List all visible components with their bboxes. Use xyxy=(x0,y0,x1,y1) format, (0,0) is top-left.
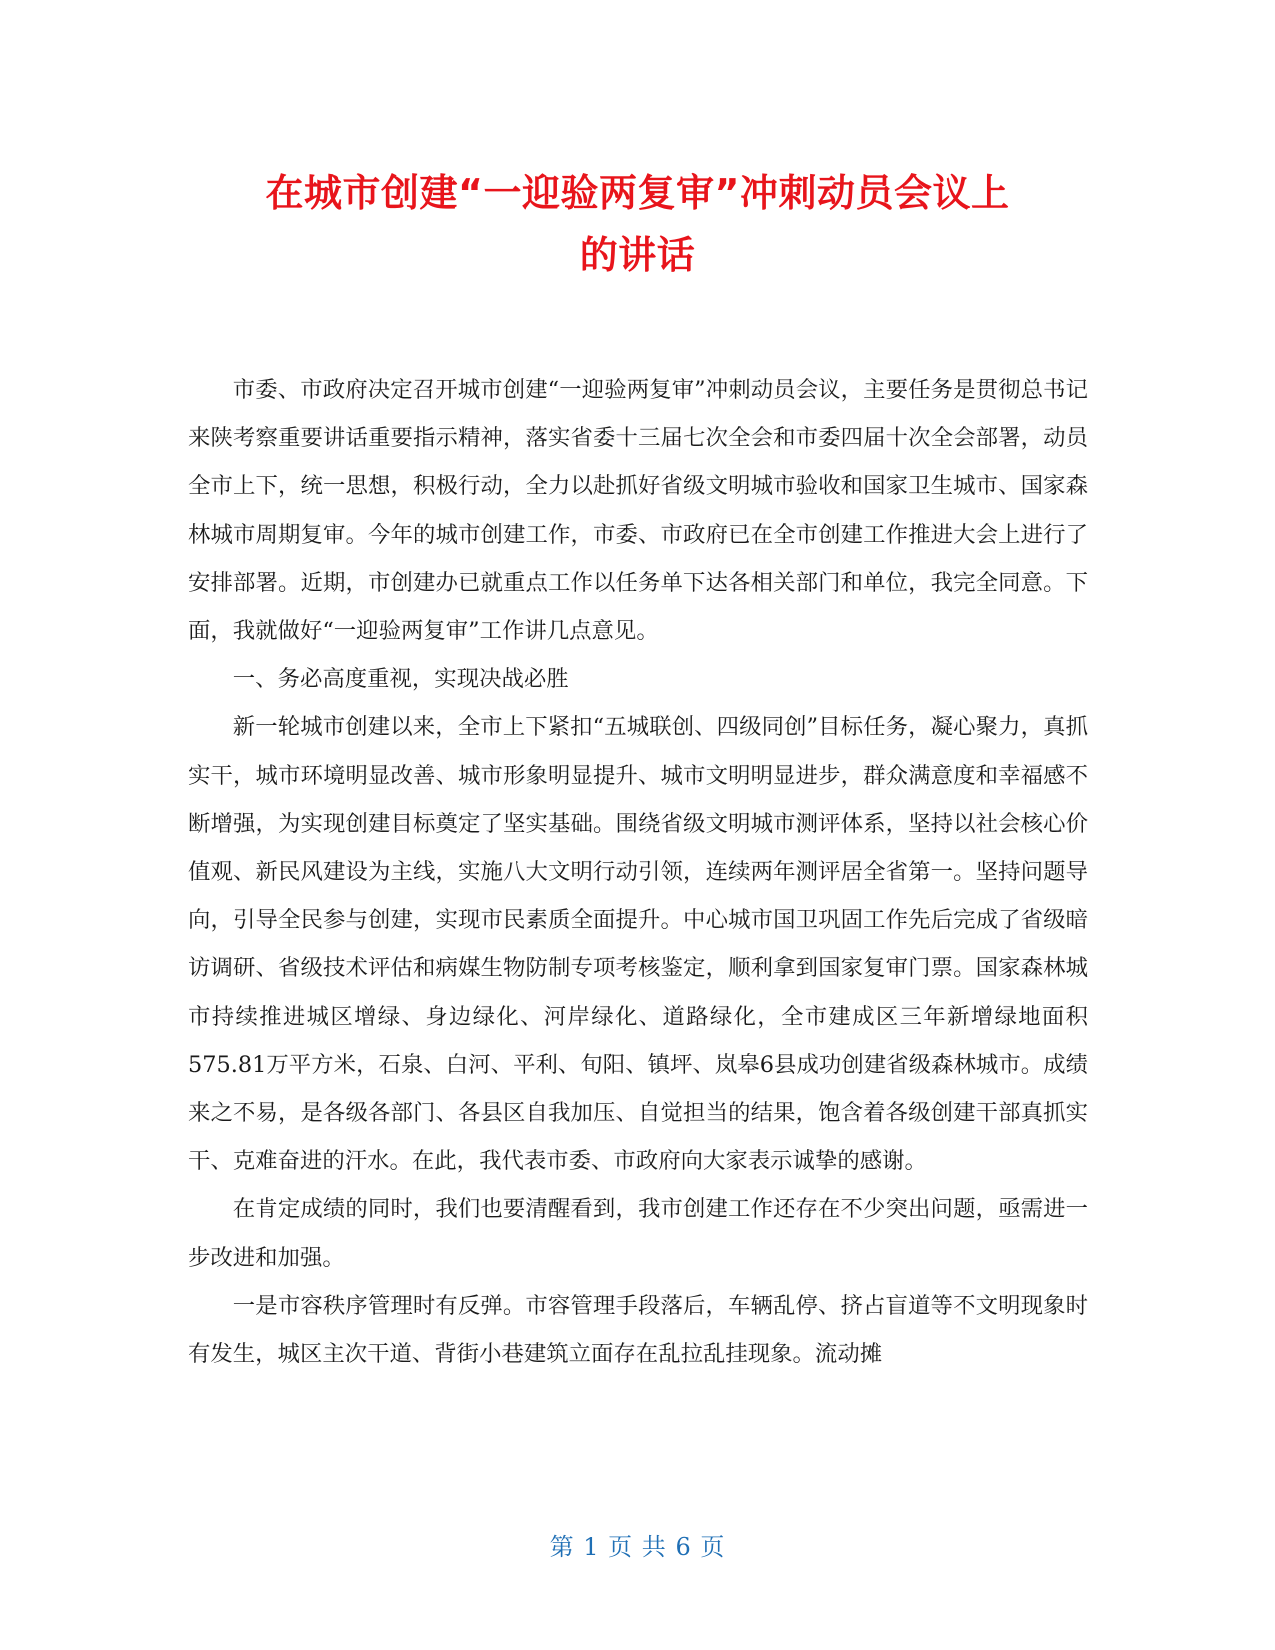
document-body xyxy=(188,366,1088,1378)
title-line-1: 在城市创建“一迎验两复审”冲刺动员会议上 xyxy=(265,171,1010,215)
paragraph-problem-1: 一是市容秩序管理时有反弹。市容管理手段落后，车辆乱停、挤占盲道等不文明现象时有发生，城区主次干道、背街小巷建筑立面存在乱拉乱挂现象。流动摊 xyxy=(188,1292,1088,1368)
page-number-footer: 第 1 页 共 6 页 xyxy=(549,1533,726,1561)
paragraph-achievements: 新一轮城市创建以来，全市上下紧扣“五城联创、四级同创”目标任务，凝心聚力，真抓实干，城市环境明显改善、城市形象明显提升、城市文明明显进步，群众满意度和幸福感不断增强，为实现创建目标奠定了坚实基础。围绕省级文明城市测评体系，坚持以社会核心价值观、新民风建设为主线，实施八大文明行动引领，连续两年测评居全省第一。坚持问题导向，引导全民参与创建，实现市民素质全面提升。中心城市国卫巩固工作先后完成了省级暗访调研、省级技术评估和病媒生物防制专项考核鉴定，顺利拿到国家复审门票。国家森林城市持续推进城区增绿、身边绿化、河岸绿化、道路绿化，全市建成区三年新增绿地面积575.81万平方米，石泉、白河、平利、旬阳、镇坪、岚皋6县成功创建省级森林城市。成绩来之不易，是各级各部门、各县区自我加压、自觉担当的结果，饱含着各级创建干部真抓实干、克难奋进的汗水。在此，我代表市委、市政府向大家表示诚挚的感谢。 xyxy=(188,714,1088,1175)
title-line-2: 的讲话 xyxy=(579,233,696,277)
section-heading-1: 一、务必高度重视，实现决战必胜 xyxy=(232,666,569,693)
document-title xyxy=(180,162,1095,286)
paragraph-intro: 市委、市政府决定召开城市创建“一迎验两复审”冲刺动员会议，主要任务是贯彻总书记来陕考察重要讲话重要指示精神，落实省委十三届七次全会和市委四届十次全会部署，动员全市上下，统一思想，积极行动，全力以赴抓好省级文明城市验收和国家卫生城市、国家森林城市周期复审。今年的城市创建工作，市委、市政府已在全市创建工作推进大会上进行了安排部署。近期，市创建办已就重点工作以任务单下达各相关部门和单位，我完全同意。下面，我就做好“一迎验两复审”工作讲几点意见。 xyxy=(188,377,1088,645)
paragraph-problems: 在肯定成绩的同时，我们也要清醒看到，我市创建工作还存在不少突出问题，亟需进一步改进和加强。 xyxy=(188,1196,1088,1271)
